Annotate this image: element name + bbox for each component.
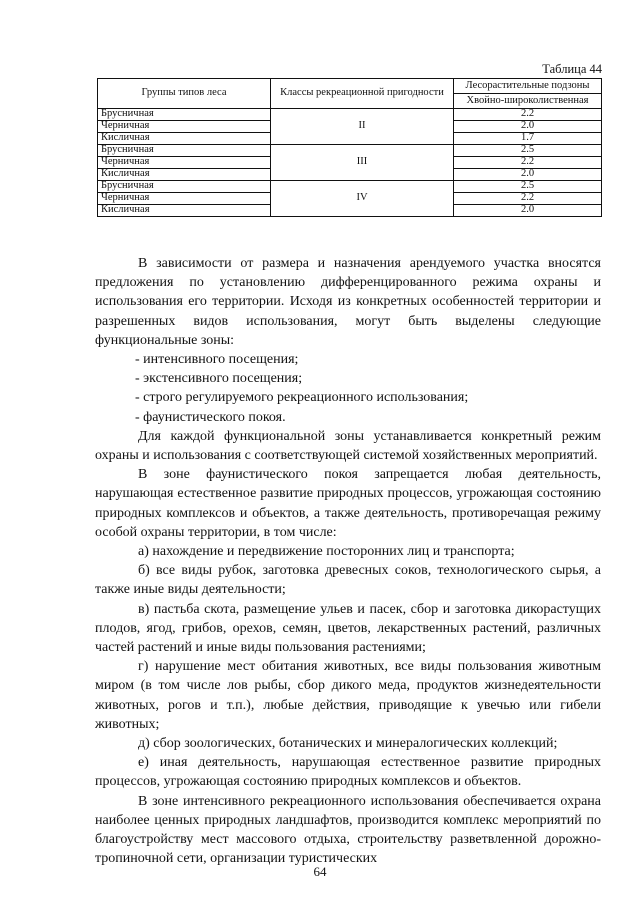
group-cell: Черничная — [98, 193, 271, 205]
table-row — [98, 109, 602, 121]
value-cell: 2.5 — [454, 181, 602, 193]
body-text — [95, 254, 601, 869]
group-cell: Кисличная — [98, 169, 271, 181]
group-cell: Черничная — [98, 157, 271, 169]
prohibition-item: а) нахождение и передвижение посторонних лиц и транспорта; — [138, 544, 515, 560]
group-cell: Кисличная — [98, 205, 271, 217]
header-subzone: Хвойно-широколиственная — [454, 94, 602, 109]
class-cell: IV — [271, 181, 454, 217]
class-cell: II — [271, 109, 454, 145]
paragraph-regime: Для каждой функциональной зоны устанавливается конкретный режим охраны и использования с соответствующей системой хозяйственных мероприятий. — [95, 428, 601, 464]
paragraph-intro: В зависимости от размера и назначения арендуемого участка вносятся предложения по установлению дифференцированного режима охраны и использования его территории. Исходя из конкретных особенностей территории и разрешенных видов использования, могут быть выделены следующие функциональные зоны: — [95, 256, 601, 348]
group-cell: Брусничная — [98, 145, 271, 157]
prohibition-item: е) иная деятельность, нарушающая естественное развитие природных процессов, угрожающая состоянию природных комплексов и объектов. — [95, 755, 601, 790]
group-cell: Брусничная — [98, 181, 271, 193]
value-cell: 2.0 — [454, 121, 602, 133]
header-groups: Группы типов леса — [98, 79, 271, 109]
prohibition-item: д) сбор зоологических, ботанических и минералогических коллекций; — [138, 736, 558, 752]
zone-item: - экстенсивного посещения; — [135, 371, 303, 387]
zone-item: - фаунистического покоя. — [135, 409, 286, 425]
group-cell: Черничная — [98, 121, 271, 133]
value-cell: 2.2 — [454, 193, 602, 205]
paragraph-intensive-zone: В зоне интенсивного рекреационного использования обеспечивается охрана наиболее ценных природных ландшафтов, производится комплекс мероприятий по благоустройству мест массового отдыха, строительству разветвленной дорожно-тропиночной сети, организации туристических — [95, 793, 601, 867]
value-cell: 2.2 — [454, 109, 602, 121]
group-cell: Брусничная — [98, 109, 271, 121]
prohibition-item: б) все виды рубок, заготовка древесных соков, технологического сырья, а также иные виды деятельности; — [95, 563, 601, 598]
page-number: 64 — [313, 864, 327, 879]
value-cell: 2.0 — [454, 169, 602, 181]
value-cell: 2.5 — [454, 145, 602, 157]
zone-item: - интенсивного посещения; — [135, 352, 299, 368]
prohibition-item: в) пастьба скота, размещение ульев и пасек, сбор и заготовка дикорастущих плодов, ягод, грибов, орехов, семян, цветов, лекарственных растений, различных частей растений и иные виды пользования растениями; — [95, 601, 601, 656]
table-caption: Таблица 44 — [542, 62, 602, 76]
value-cell: 2.0 — [454, 205, 602, 217]
table-row — [98, 145, 602, 157]
table-row — [98, 181, 602, 193]
class-cell: III — [271, 145, 454, 181]
value-cell: 2.2 — [454, 157, 602, 169]
value-cell: 1.7 — [454, 133, 602, 145]
recreation-table — [97, 78, 602, 217]
prohibition-item: г) нарушение мест обитания животных, все виды пользования животным миром (в том числе лов рыбы, сбор дикого меда, продуктов жизнедеятельности животных, рогов и т.п.), любые действия, приводящие к увечью или гибели животных; — [95, 659, 601, 732]
header-classes: Классы рекреационной пригодности — [271, 79, 454, 109]
paragraph-fauna-zone: В зоне фаунистического покоя запрещается любая деятельность, нарушающая естественное развитие природных процессов, угрожающая состоянию природных комплексов и объектов, а также деятельность, противоречащая режиму особой охраны территории, в том числе: — [95, 467, 601, 540]
header-zones: Лесорастительные подзоны — [454, 79, 602, 94]
zone-item: - строго регулируемого рекреационного использования; — [135, 390, 469, 406]
group-cell: Кисличная — [98, 133, 271, 145]
